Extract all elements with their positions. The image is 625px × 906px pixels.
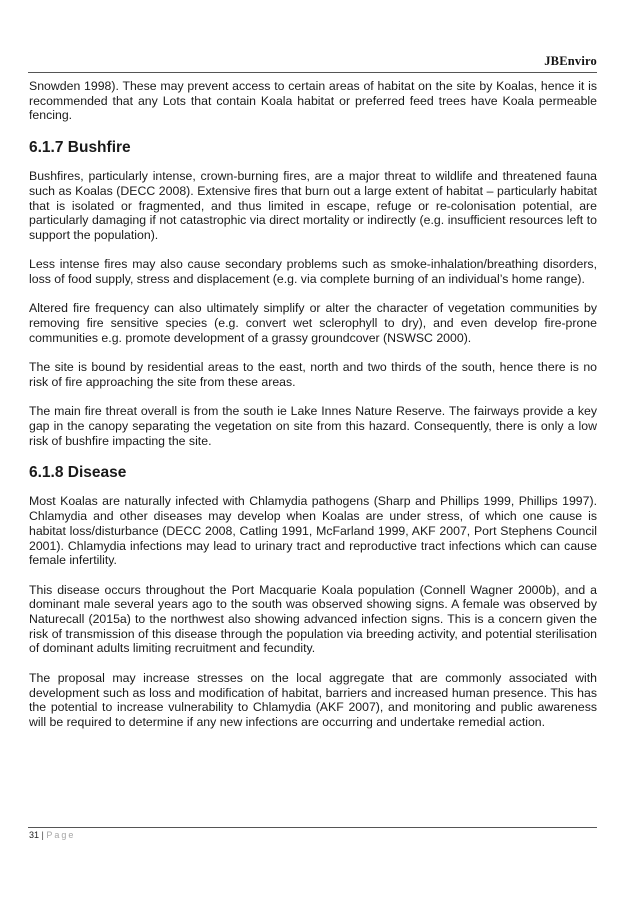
bushfire-paragraph-4: The site is bound by residential areas to the east, north and two thirds of the south, hence there is no risk of fire approaching the site from these areas. bbox=[29, 360, 597, 389]
page-footer bbox=[29, 830, 75, 840]
page-body bbox=[29, 79, 597, 744]
header-divider bbox=[28, 72, 597, 73]
disease-paragraph-1: Most Koalas are naturally infected with Chlamydia pathogens (Sharp and Phillips 1999, Phillips 1997). Chlamydia and other diseases may develop when Koalas are under stress, of which one cause is habitat loss/disturbance (DECC 2008, Catling 1991, McFarland 1999, AKF 2007, Port Stephens Council 2001). Chlamydia infections may lead to urinary tract and reproductive tract infections which can cause female infertility. bbox=[29, 494, 597, 568]
bushfire-paragraph-2: Less intense fires may also cause secondary problems such as smoke-inhalation/breathing disorders, loss of food supply, stress and displacement (e.g. via complete burning of an individual’s home range). bbox=[29, 257, 597, 287]
footer-divider bbox=[28, 827, 597, 828]
page-number: 31 bbox=[29, 830, 40, 840]
disease-paragraph-2: This disease occurs throughout the Port Macquarie Koala population (Connell Wagner 2000b), and a dominant male several years ago to the south was observed showing signs. A female was observed by Naturecall (2015a) to the northwest also showing advanced infection signs. This is a concern given the risk of transmission of this disease through the population via breeding activity, and potential sterilisation of dominant adults limiting recruitment and fecundity. bbox=[29, 582, 597, 656]
intro-paragraph: Snowden 1998). These may prevent access to certain areas of habitat on the site by Koalas, hence it is recommended that any Lots that contain Koala habitat or preferred feed trees have Koala permeable fencing. bbox=[29, 79, 597, 123]
header-brand: JBEnviro bbox=[544, 54, 597, 68]
disease-paragraph-3: The proposal may increase stresses on the local aggregate that are commonly associated with development such as loss and modification of habitat, barriers and increased human presence. This has the potential to increase vulnerability to Chlamydia (AKF 2007), and monitoring and public awareness will be required to determine if any new infections are occurring and undertake remedial action. bbox=[29, 670, 597, 729]
page-label: Page bbox=[46, 830, 76, 840]
section-heading-bushfire: 6.1.7 Bushfire bbox=[29, 139, 131, 157]
bushfire-paragraph-5: The main fire threat overall is from the south ie Lake Innes Nature Reserve. The fairways provide a key gap in the canopy separating the vegetation on site from this hazard. Consequently, there is only a low risk of bushfire impacting the site. bbox=[29, 404, 597, 448]
footer-separator: | bbox=[41, 830, 44, 840]
bushfire-paragraph-3: Altered fire frequency can also ultimately simplify or alter the character of vegetation communities by removing fire sensitive species (e.g. convert wet sclerophyll to dry), and even develop fire-prone communities e.g. promote development of a grassy groundcover (NSWSC 2000). bbox=[29, 301, 597, 345]
section-heading-disease: 6.1.8 Disease bbox=[29, 464, 127, 482]
bushfire-paragraph-1: Bushfires, particularly intense, crown-burning fires, are a major threat to wildlife and threatened fauna such as Koalas (DECC 2008). Extensive fires that burn out a large extent of habitat – particularly habitat that is isolated or fragmented, and thus limited in escape, refuge or re-colonisation potential, are particularly damaging if not catastrophic via direct mortality or indirectly (e.g. insufficient resources left to support the population). bbox=[29, 169, 597, 242]
